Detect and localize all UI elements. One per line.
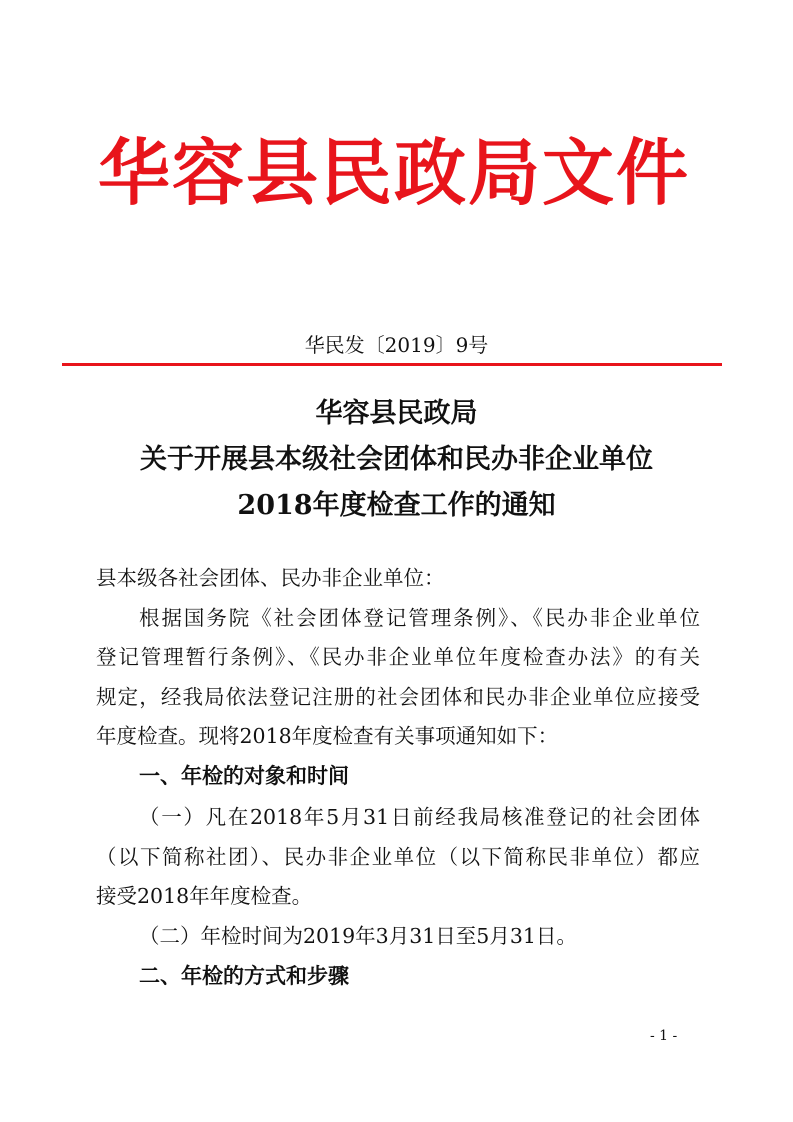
section-1-heading: 一、年检的对象和时间	[139, 764, 349, 788]
subtitle-line-1: 华容县民政局	[315, 398, 478, 429]
section-1-line: （以下简称社团）、民办非企业单位（以下简称民非单位）都应	[96, 845, 700, 869]
section-1-line: （一）凡在2018年5月31日前经我局核准登记的社会团体	[139, 805, 700, 829]
red-divider	[62, 363, 722, 366]
salutation: 县本级各社会团体、民办非企业单位：	[96, 566, 445, 590]
document-number: 华民发〔2019〕9号	[304, 333, 489, 357]
section-1-line: （二）年检时间为2019年3月31日至5月31日。	[139, 924, 577, 948]
intro-line: 登记管理暂行条例》、《民办非企业单位年度检查办法》的有关	[96, 645, 700, 669]
subtitle-line-2: 关于开展县本级社会团体和民办非企业单位	[140, 444, 653, 475]
section-2-heading: 二、年检的方式和步骤	[139, 964, 349, 988]
section-1-line: 接受2018年年度检查。	[96, 884, 313, 908]
document-header-title: 华容县民政局文件	[98, 130, 691, 215]
intro-line: 年度检查。现将2018年度检查有关事项通知如下：	[96, 724, 559, 748]
page-number: - 1 -	[650, 1028, 678, 1044]
subtitle-line-3: 2018年度检查工作的通知	[237, 490, 556, 521]
intro-line: 根据国务院《社会团体登记管理条例》、《民办非企业单位	[139, 606, 700, 630]
intro-line: 规定，经我局依法登记注册的社会团体和民办非企业单位应接受	[96, 685, 700, 709]
